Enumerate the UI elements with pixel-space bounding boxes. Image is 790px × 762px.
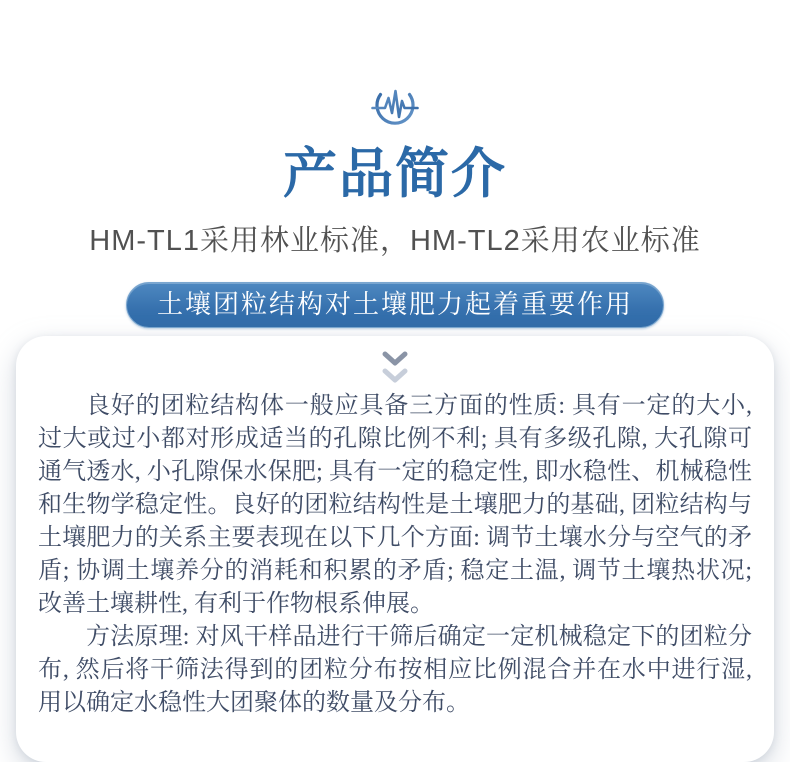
description-card (16, 336, 774, 762)
highlight-badge: 土壤团粒结构对土壤肥力起着重要作用 (126, 282, 664, 328)
description-text (38, 390, 752, 720)
paragraph-properties: 良好的团粒结构体一般应具备三方面的性质: 具有一定的大小, 过大或过小都对形成适当的孔隙比例不利; 具有多级孔隙, 大孔隙可通气透水, 小孔隙保水保肥; 具有一定的稳定性, 即水稳性、机械稳性和生物学稳定性。良好的团粒结构性是土壤肥力的基础, 团粒结构与土壤肥力的关系主要表现在以下几个方面: 调节土壤水分与空气的矛盾; 协调土壤养分的消耗和积累的矛盾; 稳定土温, 调节土壤热状况; 改善土壤耕性, 有利于作物根系伸展。 (38, 393, 752, 617)
pulse-waveform-icon (0, 80, 790, 130)
page-title: 产品简介 (283, 144, 507, 204)
paragraph-method-principle: 方法原理: 对风干样品进行干筛后确定一定机械稳定下的团粒分布, 然后将干筛法得到的团粒分布按相应比例混合并在水中进行湿, 用以确定水稳性大团聚体的数量及分布。 (38, 624, 752, 716)
hero-section (0, 0, 790, 328)
hero-subtitle: HM-TL1采用林业标准，HM-TL2采用农业标准 (89, 225, 701, 257)
double-chevron-down-icon (38, 346, 752, 390)
